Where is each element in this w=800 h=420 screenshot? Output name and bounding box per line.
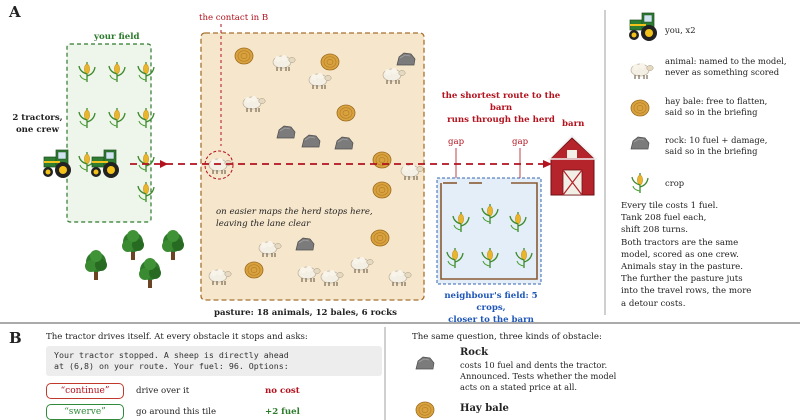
route-arrow-1	[160, 160, 168, 168]
option-continue-button[interactable]: “continue”	[46, 383, 124, 399]
tractors-label	[10, 112, 65, 136]
your-field-label: your field	[94, 32, 140, 42]
option-continue-cost: no cost	[265, 386, 300, 396]
hay-bale-icon-b	[416, 402, 434, 418]
prompt-box	[46, 346, 382, 376]
rock-line1: costs 10 fuel and dents the tractor.	[460, 360, 608, 370]
rock-title: Rock	[460, 347, 488, 358]
panel-b-letter: B	[9, 329, 22, 347]
shortest-route-note	[436, 90, 566, 126]
rock-icon-b	[416, 357, 434, 369]
option-continue-desc: drive over it	[136, 386, 190, 396]
neighbour-label	[432, 290, 550, 326]
prompt-line1: Your tractor stopped. A sheep is directly ahead	[54, 350, 289, 360]
option-swerve-desc: go around this tile	[136, 407, 217, 417]
hay-title: Hay bale	[460, 403, 509, 414]
contact-label: the contact in B	[199, 13, 269, 23]
legend-rule: Both tractors are the same	[621, 237, 739, 248]
legend-rule: The further the pasture juts	[621, 274, 743, 285]
your-field-box	[67, 44, 151, 222]
panel-b-right-intro: The same question, three kinds of obstacle:	[412, 332, 602, 342]
option-swerve-button[interactable]: “swerve”	[46, 404, 124, 420]
legend-rule: model, scored as one crew.	[621, 249, 739, 260]
legend-rules	[621, 200, 751, 310]
barn-icon	[549, 136, 596, 195]
hay-bale-icon	[631, 100, 649, 116]
neighbour-label-line1: neighbour's field: 5 crops,	[444, 291, 538, 313]
legend-animal-line2: never as something scored	[665, 67, 780, 77]
barn-label: barn	[562, 119, 585, 129]
easier-maps-line2: leaving the lane clear	[216, 219, 311, 229]
legend-item-crop	[665, 178, 684, 189]
rock-icon	[631, 137, 649, 149]
gap-left-label: gap	[448, 137, 465, 147]
tractor-icon	[629, 13, 657, 41]
rock-description	[460, 360, 616, 393]
rock-line3: acts on a stated price at all.	[460, 382, 578, 392]
legend-bale-line1: hay bale: free to flatten,	[665, 96, 768, 106]
panel-b-intro: The tractor drives itself. At every obstacle it stops and asks:	[46, 332, 308, 342]
legend-bale-line2: said so in the briefing	[665, 107, 758, 117]
legend-item-tractor	[665, 25, 696, 36]
legend-rule: Animals stay in the pasture.	[621, 262, 743, 273]
legend-rock-line2: said so in the briefing	[665, 146, 758, 156]
neighbour-label-line2: closer to the barn	[448, 315, 534, 325]
legend-tractor-line1: you, x2	[665, 25, 696, 35]
legend-item-animal	[665, 56, 787, 78]
crop-icon	[632, 173, 648, 193]
sheep-icon	[631, 63, 653, 79]
pasture-caption: pasture: 18 animals, 12 bales, 6 rocks	[214, 308, 397, 318]
legend-item-rock	[665, 135, 767, 157]
gap-right-label: gap	[512, 137, 529, 147]
legend-rule: Tank 208 fuel each,	[621, 213, 707, 224]
tractors-label-line2: one crew	[15, 125, 60, 135]
tractors-label-line1: 2 tractors,	[12, 113, 63, 123]
legend-rule: a detour costs.	[621, 298, 686, 309]
shortest-route-line1: the shortest route to the barn	[441, 91, 561, 113]
legend-rule: Every tile costs 1 fuel.	[621, 201, 719, 211]
legend-rock-line1: rock: 10 fuel + damage,	[665, 135, 768, 145]
easier-maps-line1: on easier maps the herd stops here,	[216, 207, 373, 217]
option-swerve-cost: +2 fuel	[265, 407, 300, 417]
prompt-line2: at (6,8) on your route. Your fuel: 96. Options:	[54, 361, 289, 371]
legend-item-bale	[665, 96, 767, 118]
shortest-route-line2: runs through the herd	[447, 115, 555, 125]
easier-maps-note	[216, 206, 373, 230]
legend-rule: shift 208 turns.	[621, 225, 688, 236]
rock-line2: Announced. Tests whether the model	[460, 371, 617, 381]
panel-a-letter: A	[9, 3, 21, 21]
legend-crop-line1: crop	[665, 178, 685, 188]
legend-rule: into the travel rows, the more	[621, 286, 752, 297]
neighbour-field-box	[437, 178, 541, 284]
tree-cluster	[85, 230, 184, 288]
legend-animal-line1: animal: named to the model,	[665, 56, 787, 66]
